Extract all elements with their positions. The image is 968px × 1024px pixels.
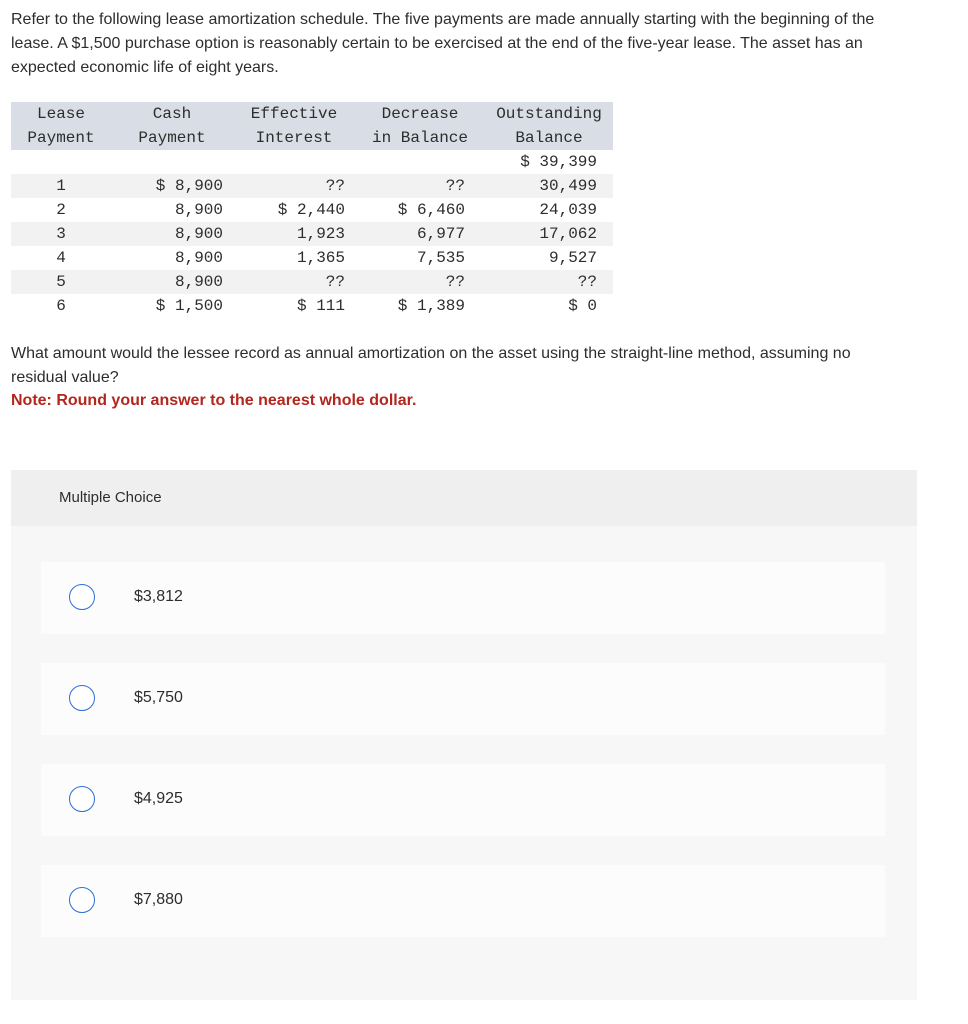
choice-option-2[interactable] <box>41 663 885 735</box>
table-cell: 3 <box>11 222 111 246</box>
table-row <box>11 270 613 294</box>
table-row <box>11 222 613 246</box>
header-outstanding-balance <box>485 102 613 150</box>
table-cell: 24,039 <box>539 201 597 219</box>
rounding-note: Note: Round your answer to the nearest whole dollar. <box>11 392 417 409</box>
header-text: in Balance <box>371 129 468 147</box>
multiple-choice-header <box>11 470 917 526</box>
table-cell: $ 6,460 <box>397 201 465 219</box>
table-cell: 8,900 <box>174 201 223 219</box>
table-cell: 8,900 <box>111 222 233 246</box>
table-cell: $ 1,389 <box>397 297 465 315</box>
table-cell <box>355 150 485 174</box>
lease-amortization-schedule <box>11 102 613 318</box>
radio-button[interactable] <box>69 584 95 610</box>
choice-option-1[interactable] <box>41 562 885 634</box>
table-cell: $ 2,440 <box>277 201 345 219</box>
header-text: Interest <box>255 129 333 147</box>
table-cell: 30,499 <box>485 174 613 198</box>
header-text: Balance <box>515 129 583 147</box>
opening-balance: $ 39,399 <box>485 150 613 174</box>
table-cell: 17,062 <box>485 222 613 246</box>
table-row <box>11 198 613 222</box>
table-row <box>11 246 613 270</box>
multiple-choice-panel <box>11 470 917 1000</box>
problem-intro: Refer to the following lease amortization schedule. The five payments are made annually starting with the beginning of the lease. A $1,500 purchase option is reasonably certain to be exercised at the end of the five-year lease. The asset has an expected economic life of eight years. <box>11 11 875 76</box>
table-cell: 2 <box>56 201 66 219</box>
table-row <box>11 294 613 318</box>
table-cell <box>233 150 355 174</box>
question-text: What amount would the lessee record as annual amortization on the asset using the straight-line method, assuming no residual value? <box>11 345 851 386</box>
radio-button[interactable] <box>69 786 95 812</box>
table-cell: $ 1,500 <box>155 297 223 315</box>
table-cell: ?? <box>355 270 485 294</box>
table-cell: $ 111 <box>296 297 345 315</box>
table-cell: 1,923 <box>233 222 355 246</box>
table-cell: ?? <box>355 174 485 198</box>
header-text: Lease <box>36 105 85 123</box>
table-cell: ?? <box>485 270 613 294</box>
table-cell: ?? <box>233 174 355 198</box>
header-text: Outstanding <box>496 105 602 123</box>
table-cell: $ 0 <box>568 297 597 315</box>
choice-label: $5,750 <box>134 689 183 706</box>
table-cell: 7,535 <box>416 249 465 267</box>
radio-button[interactable] <box>69 887 95 913</box>
table-cell: 4 <box>56 249 66 267</box>
header-lease-payment <box>11 102 111 150</box>
table-cell: 1,365 <box>296 249 345 267</box>
table-cell: 6,977 <box>355 222 485 246</box>
table-cell <box>11 150 111 174</box>
header-effective-interest <box>233 102 355 150</box>
table-cell: 5 <box>11 270 111 294</box>
choice-label: $7,880 <box>134 891 183 908</box>
choice-label: $3,812 <box>134 588 183 605</box>
header-decrease-in-balance <box>355 102 485 150</box>
table-cell <box>111 150 233 174</box>
multiple-choice-title: Multiple Choice <box>59 489 162 506</box>
table-cell: 8,900 <box>174 249 223 267</box>
schedule-header-row <box>11 102 613 150</box>
choice-option-3[interactable] <box>41 764 885 836</box>
table-cell: 9,527 <box>548 249 597 267</box>
table-cell: 6 <box>56 297 66 315</box>
header-text: Effective <box>250 105 338 123</box>
table-cell: 1 <box>11 174 111 198</box>
table-cell: $ 8,900 <box>111 174 233 198</box>
radio-button[interactable] <box>69 685 95 711</box>
table-row <box>11 174 613 198</box>
header-cash-payment <box>111 102 233 150</box>
header-text: Payment <box>138 129 206 147</box>
header-text: Cash <box>152 105 192 123</box>
table-cell: 8,900 <box>111 270 233 294</box>
header-text: Decrease <box>381 105 459 123</box>
table-cell: ?? <box>233 270 355 294</box>
choice-label: $4,925 <box>134 790 183 807</box>
opening-balance-row <box>11 150 613 174</box>
header-text: Payment <box>27 129 95 147</box>
choice-option-4[interactable] <box>41 865 885 937</box>
